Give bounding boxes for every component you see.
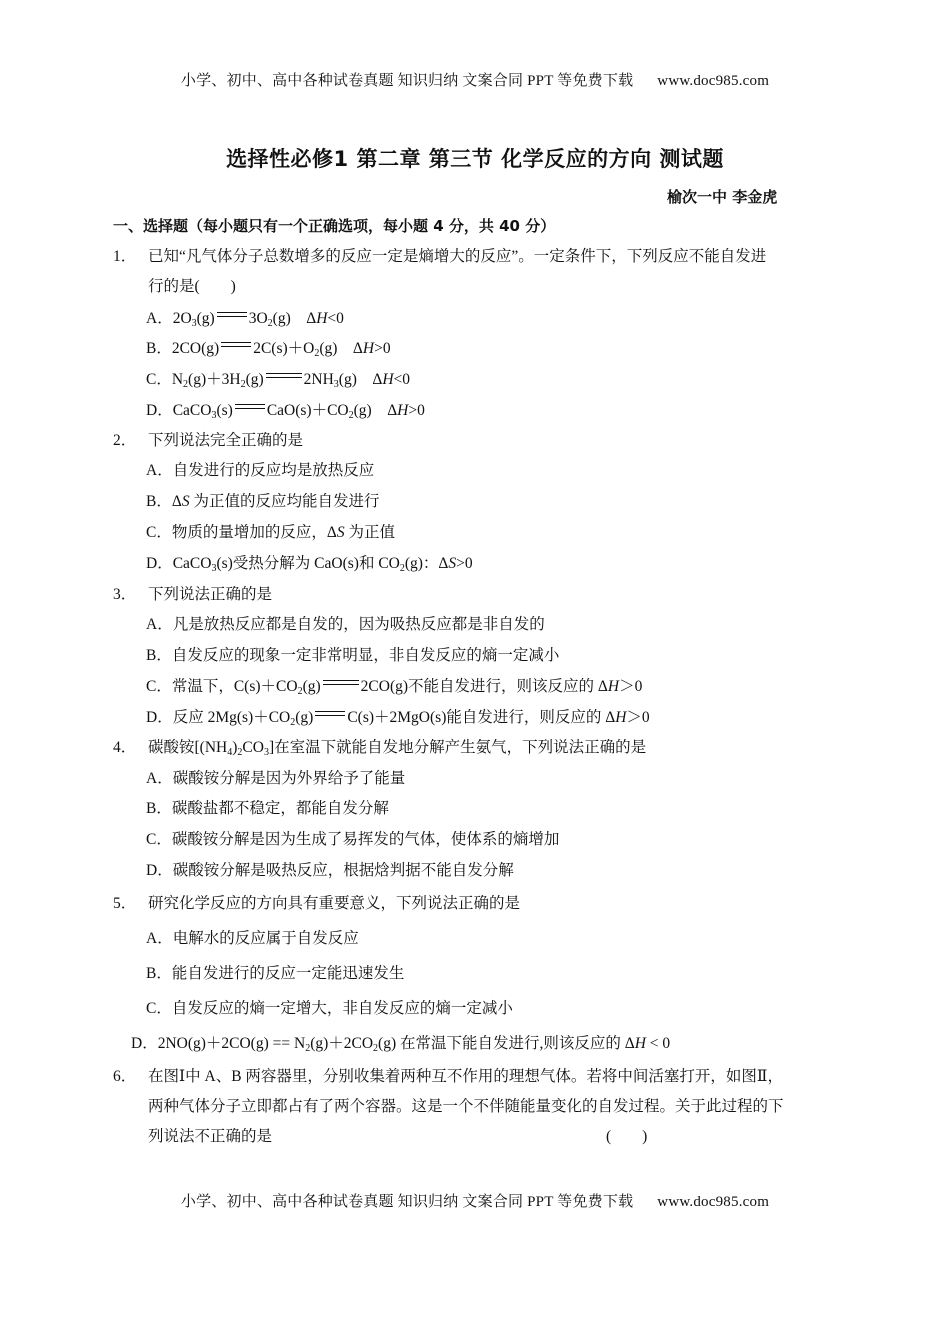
option-c: C．自发反应的熵一定增大，非自发反应的熵一定减小: [146, 1000, 513, 1017]
option-d: D．反应 $2Mg(s)+CO_2(g)$ C(s)＋2MgO(s)能自发进行，则反应的 ΔH＞0: [146, 709, 650, 728]
banner-text: 小学、初中、高中各种试卷真题 知识归纳 文案合同 PPT 等免费下载: [180, 1194, 634, 1210]
option-a: A．电解水的反应属于自发反应: [146, 930, 359, 947]
option-c: C．物质的量增加的反应，ΔS 为正值: [146, 524, 395, 541]
question-number: 2．: [113, 432, 137, 449]
option-d: D．CaCO$_3$(s) $CaO(s)+CO_2(g)$ ΔH>0: [146, 402, 425, 421]
question-text: 行的是( ): [148, 278, 236, 295]
section-heading: 一、选择题（每小题只有一个正确选项，每小题 4 分，共 40 分）: [113, 217, 556, 235]
option-a: A．碳酸铵分解是因为外界给予了能量: [146, 770, 406, 787]
option-c: C．$N_2(g)+3H_2(g)$ $2NH_3(g)$ ΔH<0: [146, 371, 411, 390]
option-a: A．$2O_3(g)$ $3O_2(g)$ ΔH<0: [146, 310, 344, 329]
option-b: B．ΔS 为正值的反应均能自发进行: [146, 493, 380, 510]
option-d: D．CaCO$_3$(s)受热分解为 CaO(s)和 $CO_2(g)$：ΔS>0: [146, 555, 473, 574]
header-banner: [0, 69, 950, 90]
option-a: A．自发进行的反应均是放热反应: [146, 462, 375, 479]
question-text: 在图Ⅰ中 A、B 两容器里，分别收集着两种互不作用的理想气体。若将中间活塞打开，如图Ⅱ，: [148, 1068, 783, 1085]
question-text: 两种气体分子立即都占有了两个容器。这是一个不伴随能量变化的自发过程。关于此过程的下: [148, 1098, 784, 1115]
question-text: 列说法不正确的是: [148, 1128, 273, 1145]
question-number: 6．: [113, 1068, 137, 1085]
option-b: B．2CO(g) $2C(s)+O_2(g)$ ΔH>0: [146, 340, 391, 359]
question-number: 3．: [113, 586, 137, 603]
banner-url[interactable]: www.doc985.com: [657, 73, 770, 89]
option-d: D．$2NO(g)+2CO(g) == N_2(g)+2CO_2(g)$ 在常温下能自发进行,则该反应的 ΔH < 0: [131, 1035, 671, 1054]
answer-blank: ( ): [606, 1128, 648, 1145]
author: 榆次一中 李金虎: [667, 188, 778, 206]
option-a: A．凡是放热反应都是自发的，因为吸热反应都是非自发的: [146, 616, 545, 633]
option-b: B．碳酸盐都不稳定，都能自发分解: [146, 800, 389, 817]
document-title: 选择性必修1 第二章 第三节 化学反应的方向 测试题: [226, 147, 724, 171]
footer-banner: [0, 1190, 950, 1211]
question-text: 研究化学反应的方向具有重要意义，下列说法正确的是: [148, 895, 521, 912]
question-text: 下列说法正确的是: [148, 586, 273, 603]
question-text: 下列说法完全正确的是: [148, 432, 304, 449]
option-d: D．碳酸铵分解是吸热反应，根据焓判据不能自发分解: [146, 862, 514, 879]
option-b: B．自发反应的现象一定非常明显，非自发反应的熵一定减小: [146, 647, 560, 664]
question-number: 4．: [113, 739, 137, 756]
option-c: C．常温下，$C(s)+CO_2(g)$ 2CO(g)不能自发进行，则该反应的 ΔH＞0: [146, 678, 643, 697]
option-b: B．能自发进行的反应一定能迅速发生: [146, 965, 405, 982]
banner-text: 小学、初中、高中各种试卷真题 知识归纳 文案合同 PPT 等免费下载: [180, 73, 634, 89]
option-c: C．碳酸铵分解是因为生成了易挥发的气体，使体系的熵增加: [146, 831, 560, 848]
question-number: 1．: [113, 248, 137, 265]
question-number: 5．: [113, 895, 137, 912]
question-text: 已知“凡气体分子总数增多的反应一定是熵增大的反应”。一定条件下，下列反应不能自发进: [148, 248, 767, 265]
question-text: 碳酸铵$[(NH_4)_2CO_3]$在室温下就能自发地分解产生氨气，下列说法正确的是: [148, 739, 647, 758]
banner-url[interactable]: www.doc985.com: [657, 1194, 770, 1210]
